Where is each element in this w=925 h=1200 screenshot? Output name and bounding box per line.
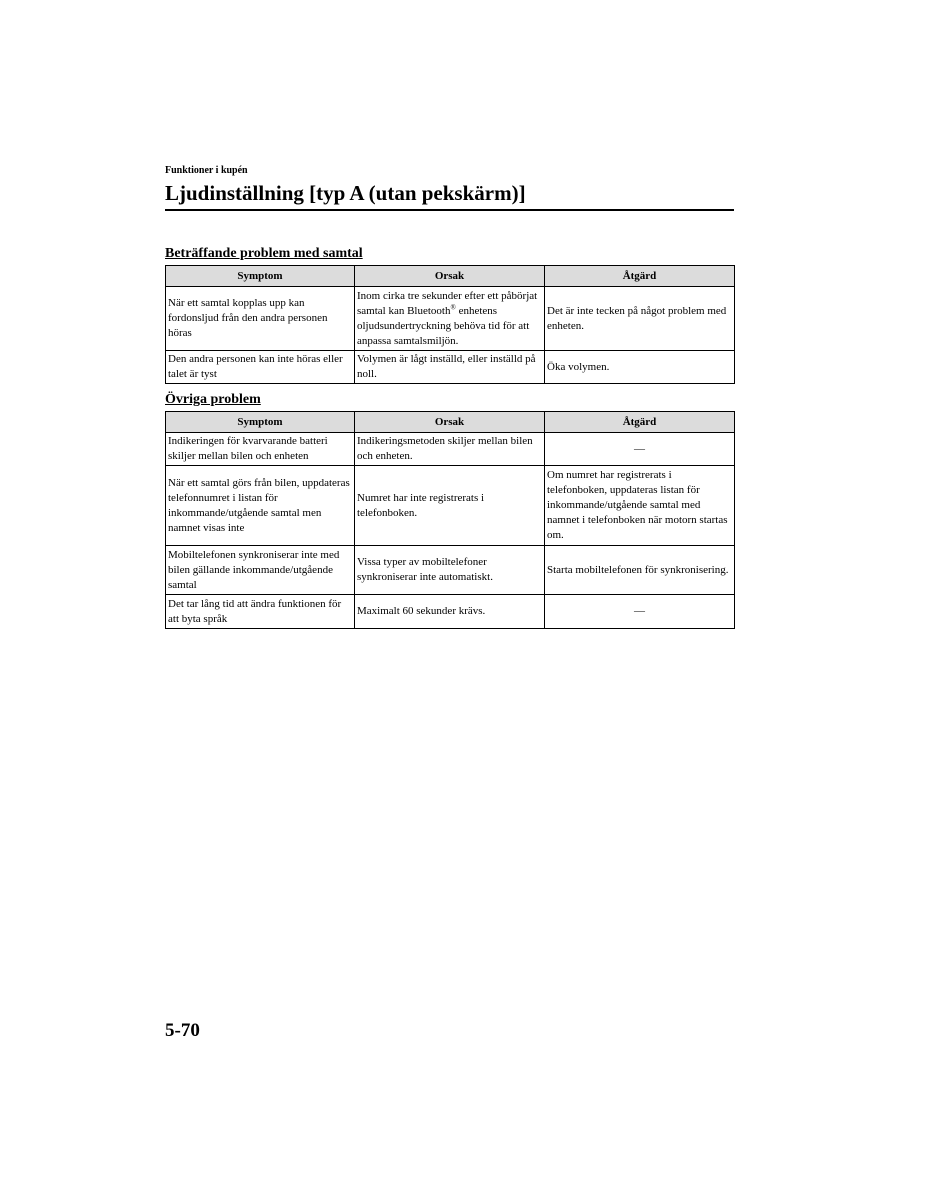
cause-cell: Indikeringsmetoden skiljer mellan bilen och enheten. [355, 433, 545, 466]
call-problems-table [165, 265, 735, 384]
symptom-cell: När ett samtal kopplas upp kan fordonsljud från den andra personen höras [166, 287, 355, 351]
symptom-cell: Mobiltelefonen synkroniserar inte med bilen gällande inkommande/utgående samtal [166, 546, 355, 595]
table-header-row [166, 412, 735, 433]
column-header-action: Åtgärd [545, 266, 735, 287]
registered-mark: ® [450, 302, 456, 311]
action-cell: Öka volymen. [545, 351, 735, 384]
other-problems-table [165, 411, 735, 629]
cause-text-continued: enhetens oljudsundertryckning behöva tid för att anpassa samtalsmiljön. [357, 304, 530, 347]
cause-cell: Volymen är lågt inställd, eller inställd på noll. [355, 351, 545, 384]
table-row [166, 546, 735, 595]
section-title-call-problems: Beträffande problem med samtal [165, 246, 363, 261]
action-cell: — [545, 433, 735, 466]
cause-text: Inom cirka tre sekunder efter ett påbörjat samtal kan Bluetooth [357, 289, 538, 317]
page-number: 5-70 [165, 1020, 200, 1041]
cause-cell: Numret har inte registrerats i telefonboken. [355, 466, 545, 546]
cause-cell: Maximalt 60 sekunder krävs. [355, 595, 545, 629]
action-cell: Det är inte tecken på något problem med enheten. [545, 287, 735, 351]
cause-cell: Vissa typer av mobiltelefoner synkroniserar inte automatiskt. [355, 546, 545, 595]
action-cell: Starta mobiltelefonen för synkronisering. [545, 546, 735, 595]
table-row [166, 433, 735, 466]
symptom-cell: Indikeringen för kvarvarande batteri skiljer mellan bilen och enheten [166, 433, 355, 466]
table-header-row [166, 266, 735, 287]
table-row [166, 595, 735, 629]
section-title-other-problems: Övriga problem [165, 392, 261, 407]
action-cell: — [545, 595, 735, 629]
column-header-cause: Orsak [355, 266, 545, 287]
cause-cell [355, 287, 545, 351]
symptom-cell: Det tar lång tid att ändra funktionen för att byta språk [166, 595, 355, 629]
column-header-action: Åtgärd [545, 412, 735, 433]
page-title: Ljudinställning [typ A (utan pekskärm)] [165, 180, 734, 211]
table-row [166, 466, 735, 546]
symptom-cell: Den andra personen kan inte höras eller talet är tyst [166, 351, 355, 384]
symptom-cell: När ett samtal görs från bilen, uppdateras telefonnumret i listan för inkommande/utgående samtal men namnet visas inte [166, 466, 355, 546]
table-row [166, 287, 735, 351]
column-header-symptom: Symptom [166, 412, 355, 433]
document-page [165, 160, 734, 629]
column-header-cause: Orsak [355, 412, 545, 433]
action-cell: Om numret har registrerats i telefonboken, uppdateras listan för inkommande/utgående samtal med namnet i telefonboken när motorn startas om. [545, 466, 735, 546]
table-row [166, 351, 735, 384]
column-header-symptom: Symptom [166, 266, 355, 287]
chapter-kicker: Funktioner i kupén [165, 165, 248, 176]
